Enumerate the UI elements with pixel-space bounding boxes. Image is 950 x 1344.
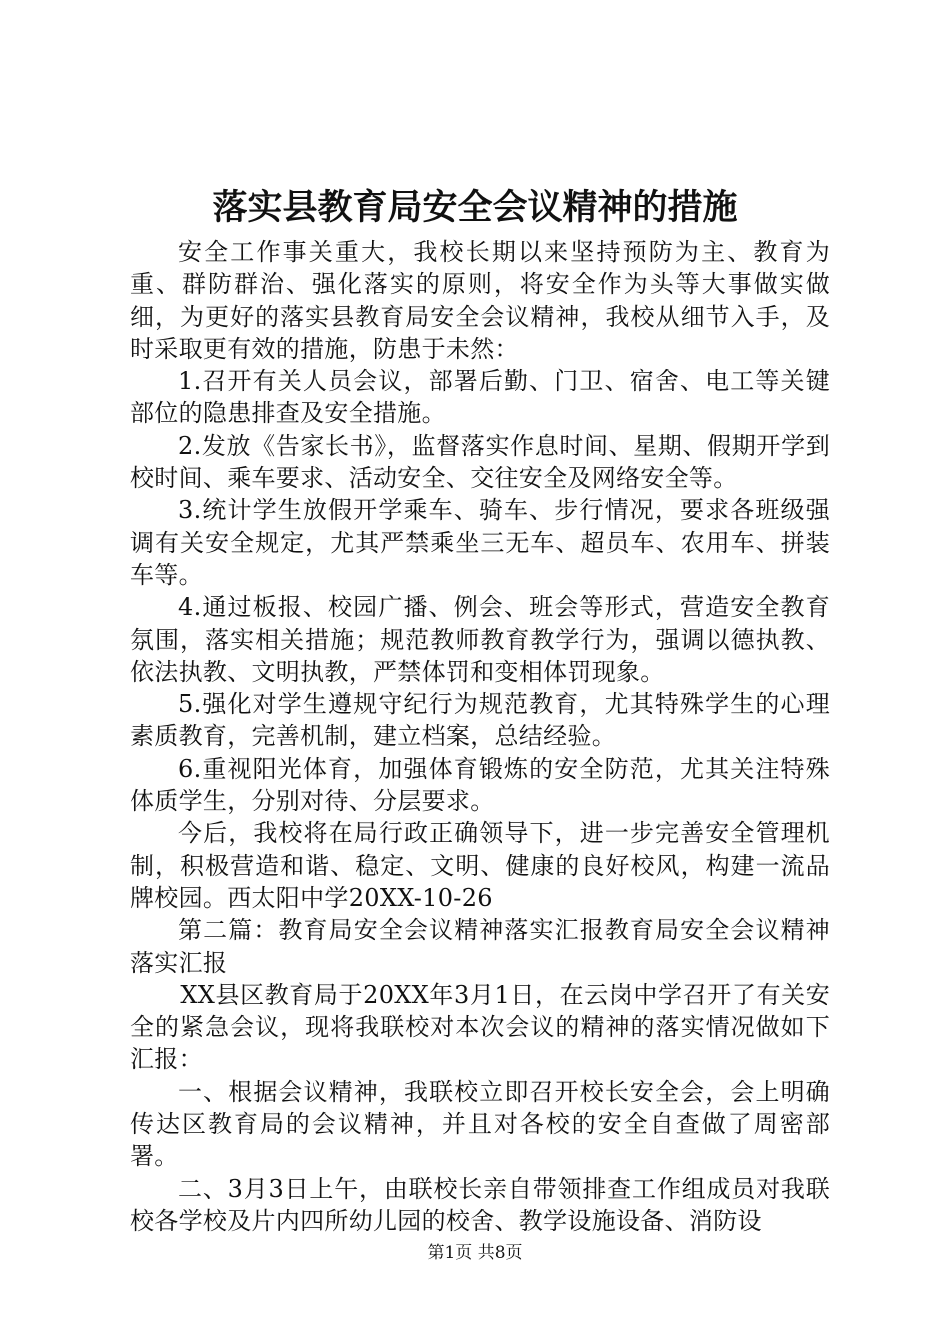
paragraph-item-2: 2.发放《告家长书》，监督落实作息时间、星期、假期开学到校时间、乘车要求、活动安全、交往安全及网络安全等。 [130,431,830,493]
paragraph-report-item-2: 二、3月3日上午，由联校长亲自带领排查工作组成员对我联校各学校及片内四所幼儿园的校舍、教学设施设备、消防设 [130,1174,830,1235]
document-body [130,236,830,1237]
document-title: 落实县教育局安全会议精神的措施 [212,187,738,228]
paragraph-item-6: 6.重视阳光体育，加强体育锻炼的安全防范，尤其关注特殊体质学生，分别对待、分层要求。 [130,754,830,816]
paragraph-item-3: 3.统计学生放假开学乘车、骑车、步行情况，要求各班级强调有关安全规定，尤其严禁乘坐三无车、超员车、农用车、拼装车等。 [130,496,830,589]
paragraph-conclusion: 今后，我校将在局行政正确领导下，进一步完善安全管理机制，积极营造和谐、稳定、文明、健康的良好校风，构建一流品牌校园。西太阳中学20XX-10-26 [130,819,830,912]
paragraph-second-article-title: 第二篇：教育局安全会议精神落实汇报教育局安全会议精神落实汇报 [130,916,830,977]
paragraph-report-item-1: 一、根据会议精神，我联校立即召开校长安全会，会上明确传达区教育局的会议精神，并且对各校的安全自查做了周密部署。 [130,1077,830,1171]
page-number-footer: 第1页 共8页 [427,1243,523,1263]
paragraph-report-intro: XX县区教育局于20XX年3月1日，在云岗中学召开了有关安全的紧急会议，现将我联校对本次会议的精神的落实情况做如下汇报： [130,980,830,1074]
paragraph-item-5: 5.强化对学生遵规守纪行为规范教育，尤其特殊学生的心理素质教育，完善机制，建立档案，总结经验。 [130,690,830,751]
paragraph-item-4: 4.通过板报、校园广播、例会、班会等形式，营造安全教育氛围，落实相关措施；规范教师教育教学行为，强调以德执教、依法执教、文明执教，严禁体罚和变相体罚现象。 [130,593,830,686]
paragraph-item-1: 1.召开有关人员会议，部署后勤、门卫、宿舍、电工等关键部位的隐患排查及安全措施。 [130,367,830,428]
paragraph-intro: 安全工作事关重大，我校长期以来坚持预防为主、教育为重、群防群治、强化落实的原则，将安全作为头等大事做实做细，为更好的落实县教育局安全会议精神，我校从细节入手，及时采取更有效的措施，防患于未然： [130,238,830,363]
